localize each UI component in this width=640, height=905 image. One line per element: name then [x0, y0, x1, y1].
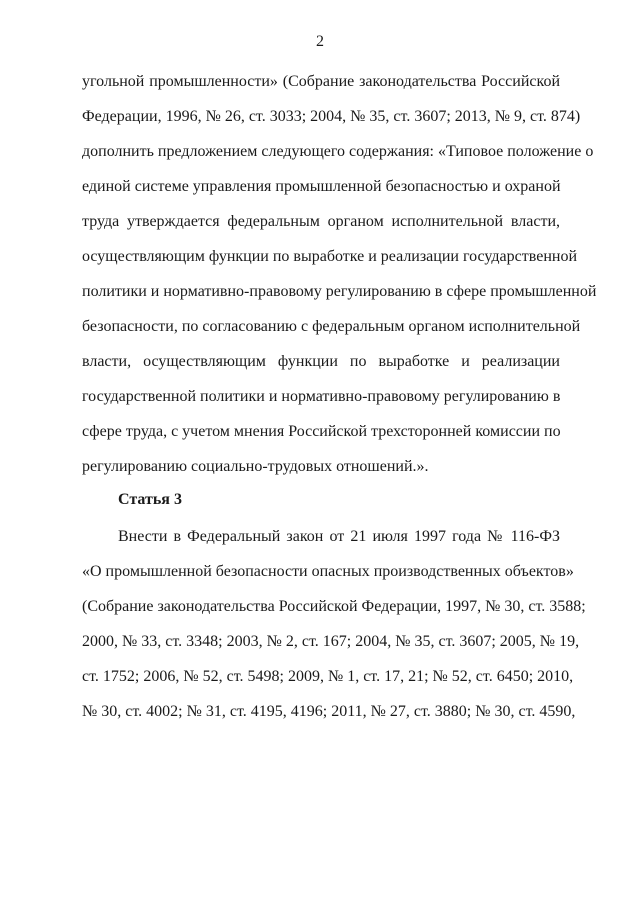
- paragraph-line: безопасности, по согласованию с федеральным органом исполнительной: [82, 318, 581, 335]
- paragraph-line: политики и нормативно-правовому регулированию в сфере промышленной: [82, 283, 597, 300]
- page-number: 2: [316, 33, 324, 50]
- paragraph-line: «О промышленной безопасности опасных производственных объектов»: [82, 563, 574, 580]
- paragraph-line: ст. 1752; 2006, № 52, ст. 5498; 2009, № 1, ст. 17, 21; № 52, ст. 6450; 2010,: [82, 668, 574, 685]
- paragraph-line: угольной промышленности» (Собрание законодательства Российской: [82, 73, 560, 90]
- paragraph-line: № 30, ст. 4002; № 31, ст. 4195, 4196; 2011, № 27, ст. 3880; № 30, ст. 4590,: [82, 703, 576, 720]
- paragraph-line: регулированию социально-трудовых отношений.».: [82, 458, 429, 475]
- article-heading: Статья 3: [118, 491, 182, 508]
- paragraph-line: труда утверждается федеральным органом исполнительной власти,: [82, 213, 560, 230]
- paragraph-line: Федерации, 1996, № 26, ст. 3033; 2004, № 35, ст. 3607; 2013, № 9, ст. 874): [82, 108, 581, 125]
- paragraph-line: государственной политики и нормативно-правовому регулированию в: [82, 388, 561, 405]
- paragraph-line: власти, осуществляющим функции по выработке и реализации: [82, 353, 560, 370]
- paragraph-line: осуществляющим функции по выработке и реализации государственной: [82, 248, 577, 265]
- paragraph-line: дополнить предложением следующего содержания: «Типовое положение о: [82, 143, 594, 160]
- paragraph-line: сфере труда, с учетом мнения Российской трехсторонней комиссии по: [82, 423, 561, 440]
- paragraph-line: (Собрание законодательства Российской Федерации, 1997, № 30, ст. 3588;: [82, 598, 586, 615]
- paragraph-line: 2000, № 33, ст. 3348; 2003, № 2, ст. 167; 2004, № 35, ст. 3607; 2005, № 19,: [82, 633, 580, 650]
- paragraph-line: единой системе управления промышленной безопасностью и охраной: [82, 178, 561, 195]
- paragraph-line: Внести в Федеральный закон от 21 июля 1997 года № 116-ФЗ: [118, 528, 560, 545]
